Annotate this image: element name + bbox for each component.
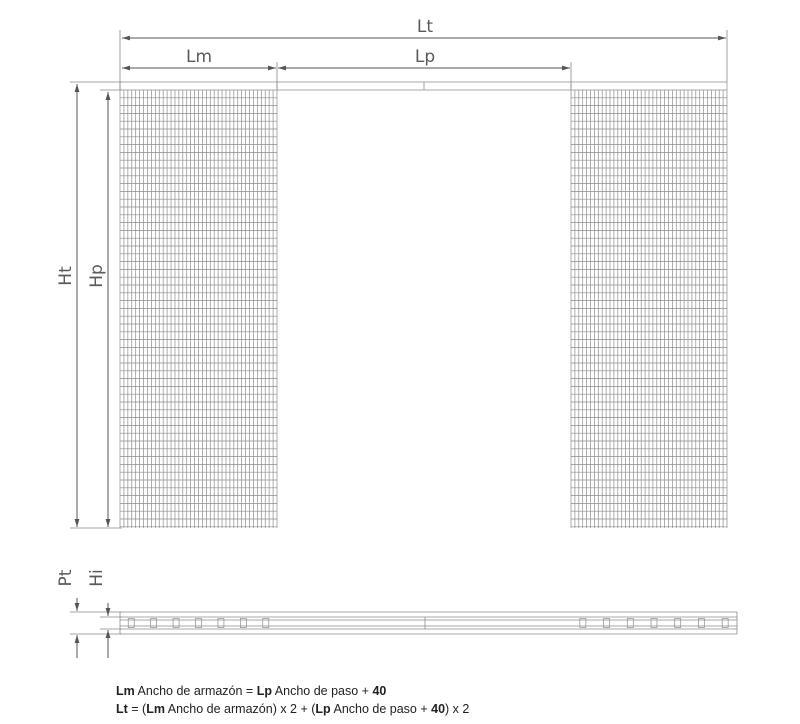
label-lp: Lp (414, 47, 436, 67)
formula-constant: 40 (372, 684, 387, 698)
formula-constant: 40 (431, 702, 446, 716)
label-pt: Pt (56, 569, 76, 587)
formula-lt-symbol: Lt (116, 702, 128, 716)
formula-lm-symbol: Lm (146, 702, 165, 716)
plan-frame-right (571, 619, 737, 628)
formula-block (116, 682, 469, 718)
frame-left (120, 82, 277, 528)
label-lt: Lt (416, 17, 434, 37)
plan-frame-left (120, 619, 277, 628)
formula-lp-desc: Ancho de paso + (330, 702, 432, 716)
formula-tail: ) x 2 (445, 702, 470, 716)
top-rail (120, 82, 727, 90)
label-hi: Hi (87, 569, 107, 587)
formula-lp-symbol: Lp (315, 702, 331, 716)
formula-lm-symbol: Lm (116, 684, 135, 698)
label-lm: Lm (185, 47, 213, 67)
label-ht: Ht (56, 266, 76, 286)
formula-eq-open: = ( (127, 702, 147, 716)
formula-lt (116, 700, 469, 718)
formula-lm-desc: Ancho de armazón) x 2 + ( (164, 702, 316, 716)
frame-right (571, 82, 727, 528)
formula-lp-symbol: Lp (256, 684, 272, 698)
formula-lp-desc: Ancho de paso + (272, 684, 373, 698)
formula-lm (116, 682, 469, 700)
formula-lm-desc: Ancho de armazón = (134, 684, 257, 698)
label-hp: Hp (87, 264, 107, 288)
plan-view (120, 612, 737, 634)
